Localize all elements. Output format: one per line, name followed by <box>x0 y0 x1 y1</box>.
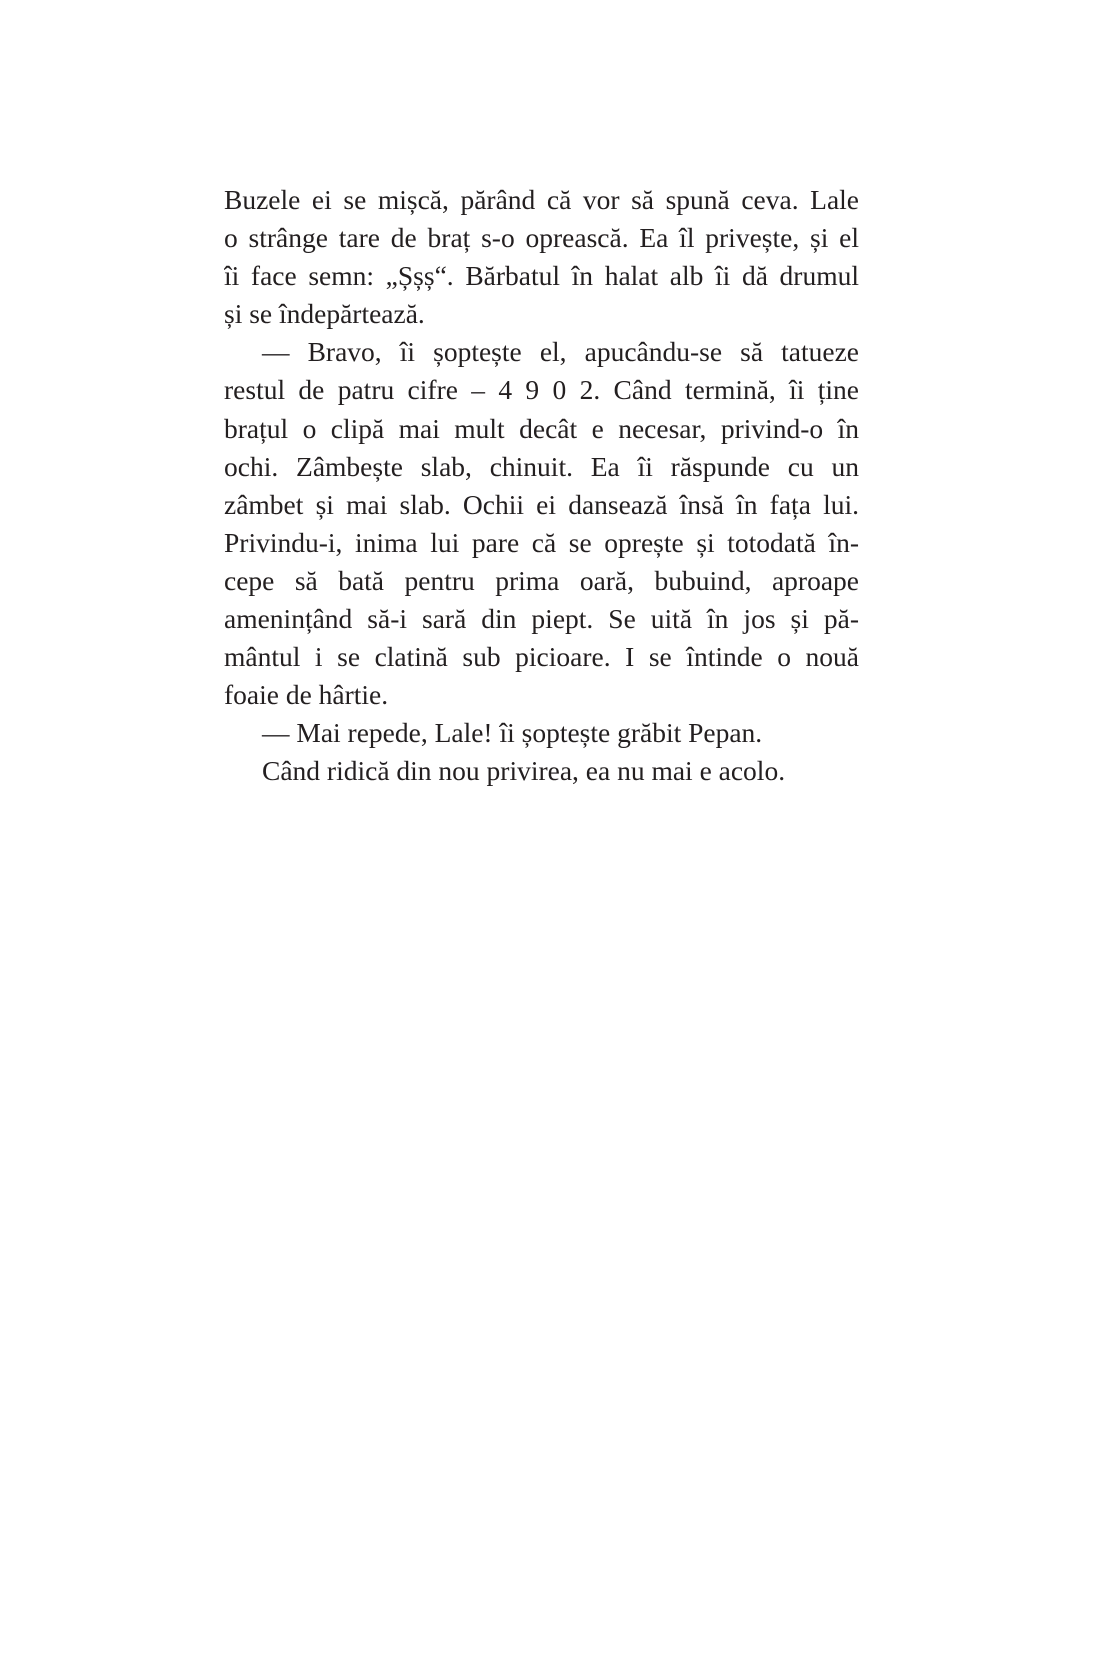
text-line: foaie de hârtie. <box>224 679 389 711</box>
text-line: o strânge tare de braț s-o oprească. Ea îl privește, și el <box>224 222 859 254</box>
text-line: Privindu-i, inima lui pare că se oprește și totodată în- <box>224 526 859 558</box>
text-line: restul de patru cifre – 4 9 0 2. Când termină, îi ține <box>224 374 859 406</box>
book-page-text <box>224 181 859 791</box>
text-line: zâmbet și mai slab. Ochii ei dansează însă în fața lui. <box>224 488 859 520</box>
text-line: Buzele ei se mișcă, părând că vor să spună ceva. Lale <box>224 184 859 215</box>
text-line: Când ridică din nou privirea, ea nu mai e acolo. <box>262 755 786 787</box>
text-line: mântul i se clatină sub picioare. I se întinde o nouă <box>224 641 859 673</box>
text-line: — Mai repede, Lale! îi șoptește grăbit Pepan. <box>262 717 763 749</box>
text-line: — Bravo, îi șoptește el, apucându-se să tatueze <box>262 336 859 368</box>
text-line: amenințând să-i sară din piept. Se uită în jos și pă- <box>224 603 859 635</box>
text-line: și se îndepărtează. <box>224 298 425 330</box>
text-line: ochi. Zâmbește slab, chinuit. Ea îi răspunde cu un <box>224 450 859 482</box>
text-line: brațul o clipă mai mult decât e necesar, privind-o în <box>224 412 859 444</box>
text-line: îi face semn: „Șșș“. Bărbatul în halat alb îi dă drumul <box>224 260 859 292</box>
text-line: cepe să bată pentru prima oară, bubuind, aproape <box>224 564 859 596</box>
